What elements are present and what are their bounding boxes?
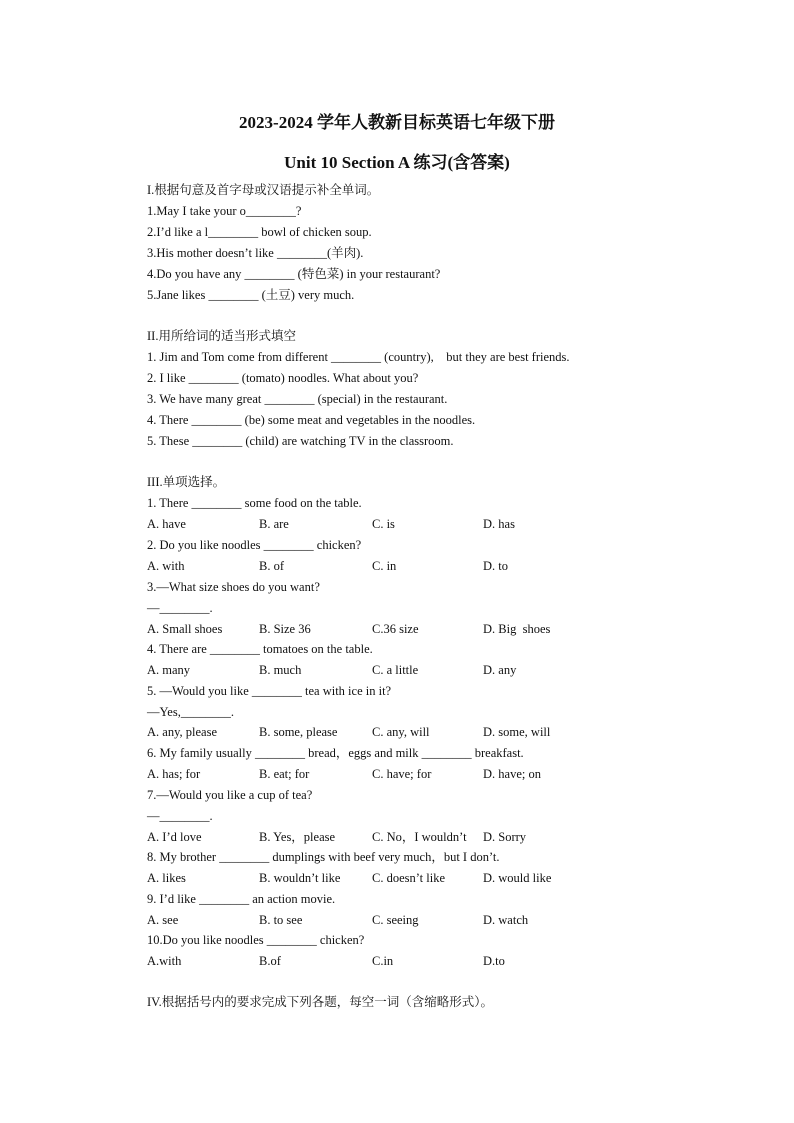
question-8: 8. My brother ________ dumplings with beef very much，but I don’t. [147,850,500,864]
option-c: C. have; for [372,767,432,781]
question-10: 10.Do you like noodles ________ chicken? [147,933,365,947]
option-d: D. to [483,559,508,573]
question-4: 4. There are ________ tomatoes on the table. [147,642,373,656]
question-5: 5. —Would you like ________ tea with ice in it? [147,684,392,698]
option-b: B. are [259,517,289,531]
option-d: D. would like [483,871,552,885]
option-a: A. many [147,663,191,677]
option-b: B. to see [259,913,303,927]
question-2: 2. Do you like noodles ________ chicken? [147,538,362,552]
option-c: C. doesn’t like [372,871,446,885]
question-5-answer-blank: —Yes,________. [147,705,234,719]
option-b: B. wouldn’t like [259,871,341,885]
option-b: B. Yes，please [259,830,336,844]
document-subtitle: Unit 10 Section A 练习(含答案) [284,153,510,172]
option-d: D.to [483,954,505,968]
section-2-item: 4. There ________ (be) some meat and vegetables in the noodles. [147,413,476,427]
option-a: A. with [147,559,185,573]
section-1-item: 2.I’d like a l________ bowl of chicken soup. [147,225,372,239]
option-b: B. eat; for [259,767,310,781]
option-a: A.with [147,954,182,968]
option-a: A. I’d love [147,830,202,844]
document-title: 2023-2024 学年人教新目标英语七年级下册 [239,113,555,132]
option-b: B.of [259,954,281,968]
option-d: D. has [483,517,515,531]
option-b: B. Size 36 [259,622,311,636]
option-c: C. is [372,517,395,531]
option-c: C. a little [372,663,419,677]
question-3-answer-blank: —________. [147,601,213,615]
option-a: A. Small shoes [147,622,223,636]
option-d: D. some, will [483,725,551,739]
section-1-item: 4.Do you have any ________ (特色菜) in your restaurant? [147,267,441,281]
section-1-item: 3.His mother doesn’t like ________(羊肉). [147,246,364,260]
section-3-heading: III.单项选择。 [147,475,226,489]
question-9: 9. I’d like ________ an action movie. [147,892,336,906]
option-a: A. see [147,913,179,927]
question-3: 3.—What size shoes do you want? [147,580,320,594]
option-c: C. in [372,559,397,573]
option-d: D. have; on [483,767,541,781]
section-1-item: 5.Jane likes ________ (土豆) very much. [147,288,355,302]
option-a: A. have [147,517,186,531]
option-b: B. of [259,559,284,573]
section-2-heading: II.用所给词的适当形式填空 [147,329,296,343]
section-2-item: 5. These ________ (child) are watching TV in the classroom. [147,434,454,448]
section-2-item: 3. We have many great ________ (special) in the restaurant. [147,392,448,406]
section-1-item: 1.May I take your o________? [147,204,302,218]
option-c: C. No，I wouldn’t [372,830,467,844]
option-c: C. seeing [372,913,419,927]
option-d: D. any [483,663,517,677]
question-7-answer-blank: —________. [147,809,213,823]
option-c: C. any, will [372,725,430,739]
section-2-item: 1. Jim and Tom come from different ________ (country), but they are best friends. [147,350,570,364]
option-c: C.in [372,954,394,968]
option-b: B. much [259,663,302,677]
section-1-heading: I.根据句意及首字母或汉语提示补全单词。 [147,183,380,197]
option-d: D. Sorry [483,830,527,844]
option-a: A. has; for [147,767,201,781]
question-7: 7.—Would you like a cup of tea? [147,788,313,802]
option-a: A. any, please [147,725,217,739]
question-1: 1. There ________ some food on the table. [147,496,362,510]
option-c: C.36 size [372,622,419,636]
section-4-heading: IV.根据括号内的要求完成下列各题，每空一词（含缩略形式）。 [147,995,493,1009]
option-d: D. watch [483,913,529,927]
section-2-item: 2. I like ________ (tomato) noodles. What about you? [147,371,419,385]
option-a: A. likes [147,871,186,885]
option-b: B. some, please [259,725,338,739]
option-d: D. Big shoes [483,622,551,636]
question-6: 6. My family usually ________ bread，eggs and milk ________ breakfast. [147,746,524,760]
